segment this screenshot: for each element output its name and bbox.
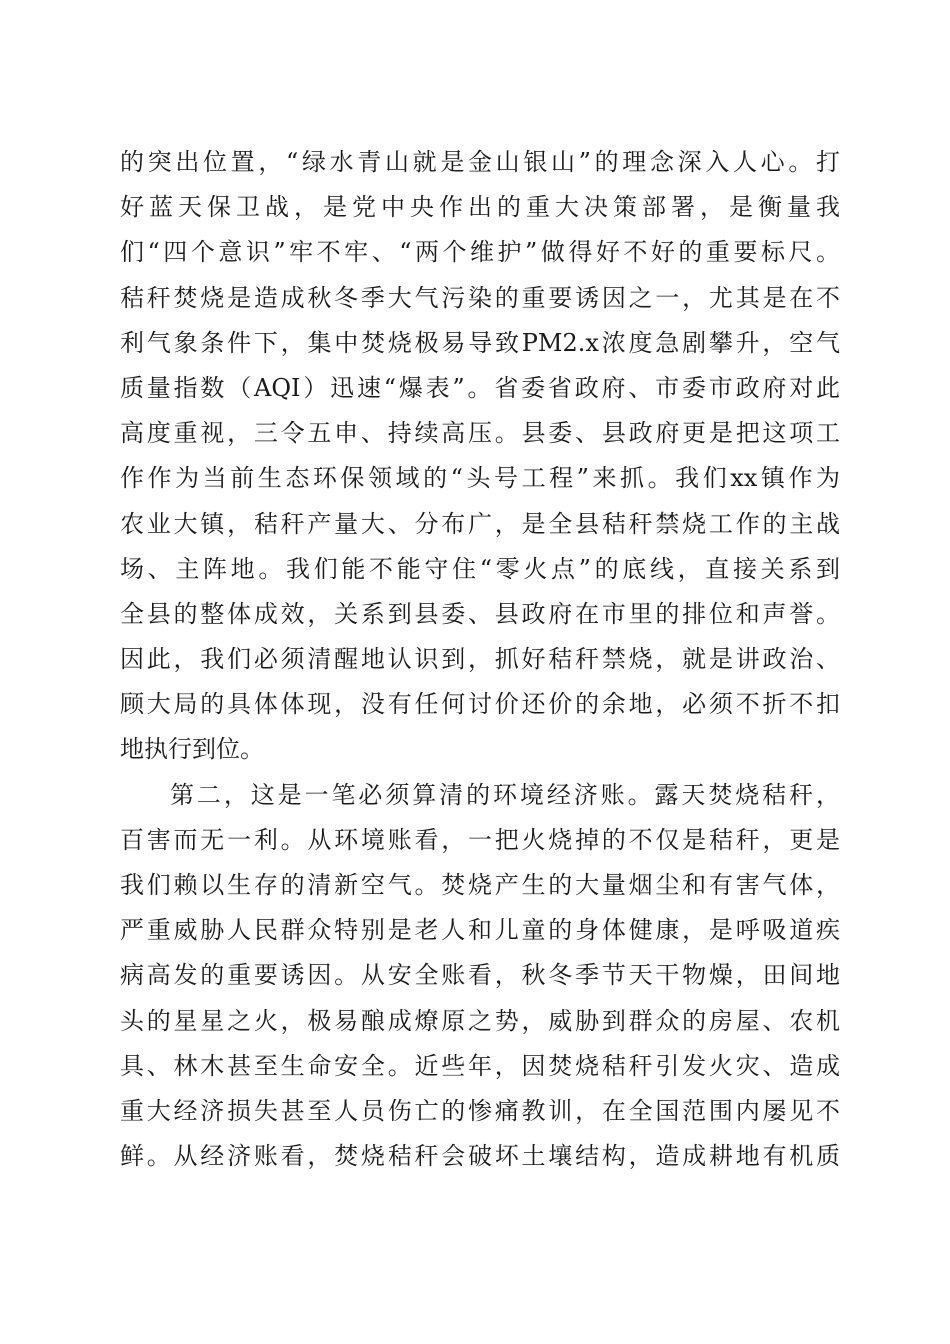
text-line: 重大经济损失甚至人员伤亡的惨痛教训，在全国范围内屡见不 — [120, 1096, 840, 1125]
text-line: 具、林木甚至生命安全。近些年，因焚烧秸秆引发火灾、造成 — [120, 1051, 840, 1080]
text-line: 质量指数（AQI）迅速“爆表”。省委省政府、市委市政府对此 — [120, 373, 840, 402]
body-text — [120, 140, 840, 1179]
text-line: 鲜。从经济账看，焚烧秸秆会破坏土壤结构，造成耕地有机质 — [120, 1142, 840, 1171]
text-line: 因此，我们必须清醒地认识到，抓好秸秆禁烧，就是讲政治、 — [120, 645, 840, 674]
text-line: 作作为当前生态环保领域的“头号工程”来抓。我们xx镇作为 — [120, 464, 840, 493]
text-line: 农业大镇，秸秆产量大、分布广，是全县秸秆禁烧工作的主战 — [120, 509, 840, 538]
text-line: 秸秆焚烧是造成秋冬季大气污染的重要诱因之一，尤其是在不 — [120, 283, 840, 312]
text-line: 的突出位置，“绿水青山就是金山银山”的理念深入人心。打 — [120, 148, 840, 176]
text-line: 们“四个意识”牢不牢、“两个维护”做得好不好的重要标尺。 — [120, 238, 840, 267]
text-line: 百害而无一利。从环境账看，一把火烧掉的不仅是秸秆，更是 — [120, 825, 840, 854]
text-line: 我们赖以生存的清新空气。焚烧产生的大量烟尘和有害气体， — [120, 871, 840, 899]
text-line: 病高发的重要诱因。从安全账看，秋冬季节天干物燥，田间地 — [120, 961, 840, 990]
text-line: 高度重视，三令五申、持续高压。县委、县政府更是把这项工 — [120, 419, 840, 448]
paragraph-heading-line: 第二，这是一笔必须算清的环境经济账。露天焚烧秸秆， — [170, 780, 840, 809]
text-line: 场、主阵地。我们能不能守住“零火点”的底线，直接关系到 — [120, 554, 840, 583]
text-line: 顾大局的具体体现，没有任何讨价还价的余地，必须不折不扣 — [120, 690, 840, 719]
text-line: 好蓝天保卫战，是党中央作出的重大决策部署，是衡量我 — [120, 193, 840, 222]
text-line: 利气象条件下，集中焚烧极易导致PM2.x浓度急剧攀升，空气 — [120, 328, 840, 357]
text-line: 头的星星之火，极易酿成燎原之势，威胁到群众的房屋、农机 — [120, 1006, 840, 1035]
text-line: 全县的整体成效，关系到县委、县政府在市里的排位和声誉。 — [120, 599, 840, 628]
text-line: 严重威胁人民群众特别是老人和儿童的身体健康，是呼吸道疾 — [120, 916, 840, 945]
text-line: 地执行到位。 — [120, 735, 264, 764]
